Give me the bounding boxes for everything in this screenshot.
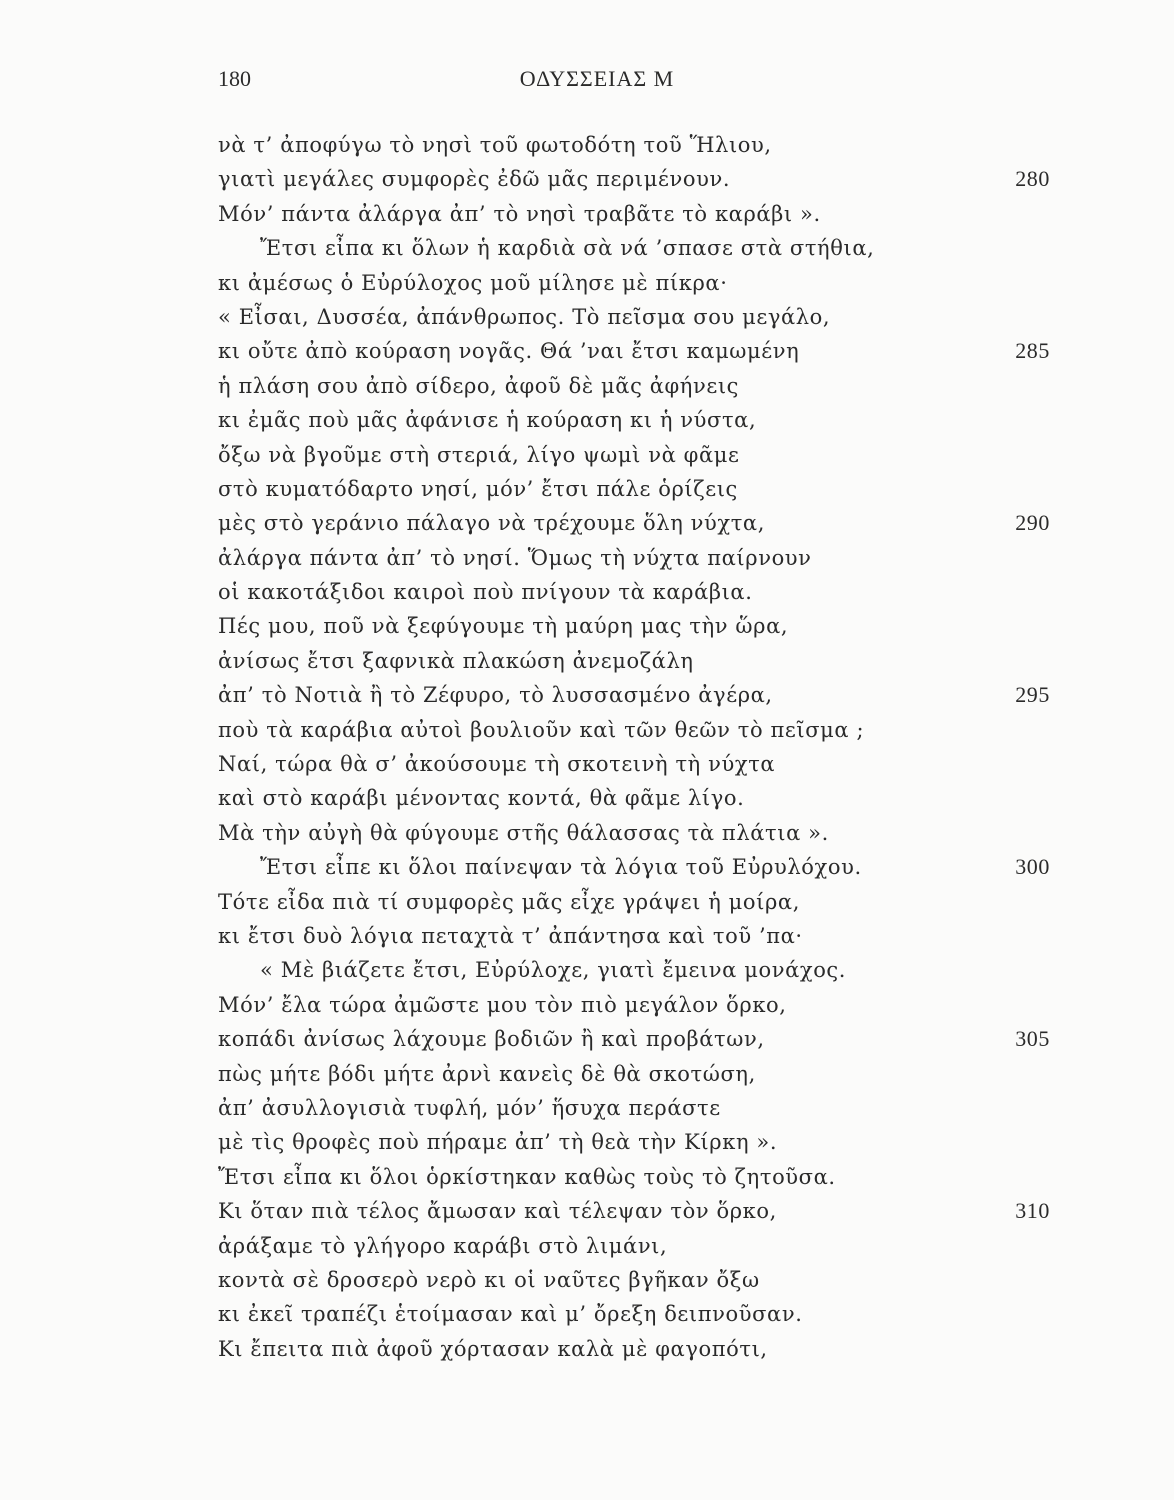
verse-line bbox=[0, 747, 1174, 781]
verse-text: κι οὔτε ἀπὸ κούραση νογᾶς. Θά ’ναι ἔτσι καμωμένη bbox=[218, 339, 800, 364]
verse-line bbox=[0, 162, 1174, 196]
verse-text: κοπάδι ἀνίσως λάχουμε βοδιῶν ἢ καὶ προβάτων, bbox=[218, 1027, 765, 1052]
verse-text: Μόν’ ἔλα τώρα ἀμῶστε μου τὸν πιὸ μεγάλον ὅρκο, bbox=[218, 992, 787, 1017]
verse-line bbox=[0, 197, 1174, 231]
verse-line bbox=[0, 369, 1174, 403]
verse-line bbox=[0, 438, 1174, 472]
verse-line bbox=[0, 1057, 1174, 1091]
verse-line bbox=[0, 128, 1174, 162]
line-number: 305 bbox=[1015, 1026, 1050, 1052]
verse-text: Κι ὅταν πιὰ τέλος ἄμωσαν καὶ τέλεψαν τὸν ὅρκο, bbox=[218, 1199, 777, 1224]
verse-text: στὸ κυματόδαρτο νησί, μόν’ ἔτσι πάλε ὁρίζεις bbox=[218, 476, 738, 501]
verse-text: Κι ἔπειτα πιὰ ἀφοῦ χόρτασαν καλὰ μὲ φαγοπότι, bbox=[218, 1336, 768, 1361]
verse-line bbox=[0, 575, 1174, 609]
verse-line bbox=[0, 1297, 1174, 1331]
verse-line bbox=[0, 781, 1174, 815]
verse-text: Ἔτσι εἶπα κι ὅλων ἡ καρδιὰ σὰ νά ’σπασε στὰ στήθια, bbox=[260, 236, 875, 261]
verse-text: γιατὶ μεγάλες συμφορὲς ἐδῶ μᾶς περιμένουν. bbox=[218, 167, 731, 192]
verse-line bbox=[0, 1091, 1174, 1125]
verse-text: Ἔτσι εἶπε κι ὅλοι παίνεψαν τὰ λόγια τοῦ Εὐρυλόχου. bbox=[260, 855, 862, 880]
verse-line bbox=[0, 334, 1174, 368]
verse-text: κι ἐμᾶς ποὺ μᾶς ἀφάνισε ἡ κούραση κι ἡ νύστα, bbox=[218, 408, 757, 433]
line-number: 295 bbox=[1015, 682, 1050, 708]
line-number: 285 bbox=[1015, 338, 1050, 364]
verse-line bbox=[0, 403, 1174, 437]
running-head: ΟΔΥΣΣΕΙΑΣ Μ bbox=[519, 66, 675, 91]
verse-text: « Εἶσαι, Δυσσέα, ἀπάνθρωπος. Τὸ πεῖσμα σου μεγάλο, bbox=[218, 304, 831, 329]
verse-line bbox=[0, 506, 1174, 540]
line-number: 280 bbox=[1015, 166, 1050, 192]
verse-line bbox=[0, 472, 1174, 506]
line-number: 300 bbox=[1015, 854, 1050, 880]
verse-line bbox=[0, 919, 1174, 953]
verse-text: κοντὰ σὲ δροσερὸ νερὸ κι οἱ ναῦτες βγῆκαν ὄξω bbox=[218, 1267, 760, 1292]
verse-line bbox=[0, 850, 1174, 884]
verse-text: νὰ τ’ ἀποφύγω τὸ νησὶ τοῦ φωτοδότη τοῦ Ἥλιου, bbox=[218, 133, 772, 157]
line-number: 290 bbox=[1015, 510, 1050, 536]
verse-text: μὲ τὶς θροφὲς ποὺ πήραμε ἀπ’ τὴ θεὰ τὴν Κίρκη ». bbox=[218, 1130, 778, 1155]
verse-text: ἀπ’ ἀσυλλογισιὰ τυφλή, μόν’ ἥσυχα περάστε bbox=[218, 1095, 721, 1120]
verse-line bbox=[0, 988, 1174, 1022]
verse-line bbox=[0, 953, 1174, 987]
verse-text: ἀράξαμε τὸ γλήγορο καράβι στὸ λιμάνι, bbox=[218, 1233, 668, 1258]
verse-text: « Μὲ βιάζετε ἔτσι, Εὐρύλοχε, γιατὶ ἔμεινα μονάχος. bbox=[260, 958, 847, 983]
verse-line bbox=[0, 885, 1174, 919]
verse-line bbox=[0, 816, 1174, 850]
verse-line bbox=[0, 1194, 1174, 1228]
verse-text: Τότε εἶδα πιὰ τί συμφορὲς μᾶς εἶχε γράψει ἡ μοίρα, bbox=[218, 889, 800, 914]
verse-line bbox=[0, 644, 1174, 678]
verse-text: κι ἐκεῖ τραπέζι ἑτοίμασαν καὶ μ’ ὄρεξη δειπνοῦσαν. bbox=[218, 1302, 803, 1327]
verse-line bbox=[0, 1160, 1174, 1194]
verse-line bbox=[0, 1332, 1174, 1366]
verse-line bbox=[0, 300, 1174, 334]
verse-text: κι ἀμέσως ὁ Εὐρύλοχος μοῦ μίλησε μὲ πίκρα· bbox=[218, 270, 728, 295]
verse-text: Μόν’ πάντα ἀλάργα ἀπ’ τὸ νησὶ τραβᾶτε τὸ καράβι ». bbox=[218, 201, 821, 226]
verse-line bbox=[0, 713, 1174, 747]
verse-text: ὄξω νὰ βγοῦμε στὴ στεριά, λίγο ψωμὶ νὰ φᾶμε bbox=[218, 442, 740, 467]
verse-text: μὲς στὸ γεράνιο πάλαγο νὰ τρέχουμε ὅλη νύχτα, bbox=[218, 511, 765, 536]
verse-text: καὶ στὸ καράβι μένοντας κοντά, θὰ φᾶμε λίγο. bbox=[218, 786, 745, 811]
page-header bbox=[0, 66, 1174, 96]
verse-line bbox=[0, 678, 1174, 712]
verse-text: ἀλάργα πάντα ἀπ’ τὸ νησί. Ὅμως τὴ νύχτα παίρνουν bbox=[218, 545, 812, 570]
verse-text: ποὺ τὰ καράβια αὐτοὶ βουλιοῦν καὶ τῶν θεῶν τὸ πεῖσμα ; bbox=[218, 717, 865, 742]
verse-text: πὼς μήτε βόδι μήτε ἀρνὶ κανεὶς δὲ θὰ σκοτώση, bbox=[218, 1061, 756, 1086]
verse-text: ἀπ’ τὸ Νοτιὰ ἢ τὸ Ζέφυρο, τὸ λυσσασμένο ἀγέρα, bbox=[218, 683, 773, 708]
verse-text: ἀνίσως ἔτσι ξαφνικὰ πλακώση ἀνεμοζάλη bbox=[218, 648, 694, 673]
verse-line bbox=[0, 541, 1174, 575]
verse-line bbox=[0, 1125, 1174, 1159]
verse-text: Ναί, τώρα θὰ σ’ ἀκούσουμε τὴ σκοτεινὴ τὴ νύχτα bbox=[218, 752, 776, 777]
verse-text: οἱ κακοτάξιδοι καιροὶ ποὺ πνίγουν τὰ καράβια. bbox=[218, 580, 753, 605]
verse-text: Πές μου, ποῦ νὰ ξεφύγουμε τὴ μαύρη μας τὴν ὥρα, bbox=[218, 614, 789, 639]
verse-line bbox=[0, 1022, 1174, 1056]
verse-text: Ἔτσι εἶπα κι ὅλοι ὁρκίστηκαν καθὼς τοὺς τὸ ζητοῦσα. bbox=[218, 1164, 836, 1189]
verse-line bbox=[0, 609, 1174, 643]
verse-line bbox=[0, 1229, 1174, 1263]
verse-text: ἡ πλάση σου ἀπὸ σίδερο, ἀφοῦ δὲ μᾶς ἀφήνεις bbox=[218, 373, 740, 398]
verse-block bbox=[0, 128, 1174, 1366]
verse-text: κι ἔτσι δυὸ λόγια πεταχτὰ τ’ ἀπάντησα καὶ τοῦ ’πα· bbox=[218, 923, 803, 948]
verse-line bbox=[0, 231, 1174, 265]
verse-text: Μὰ τὴν αὐγὴ θὰ φύγουμε στῆς θάλασσας τὰ πλάτια ». bbox=[218, 820, 829, 845]
verse-line bbox=[0, 1263, 1174, 1297]
verse-line bbox=[0, 266, 1174, 300]
line-number: 310 bbox=[1015, 1198, 1050, 1224]
page-number: 180 bbox=[218, 66, 251, 91]
